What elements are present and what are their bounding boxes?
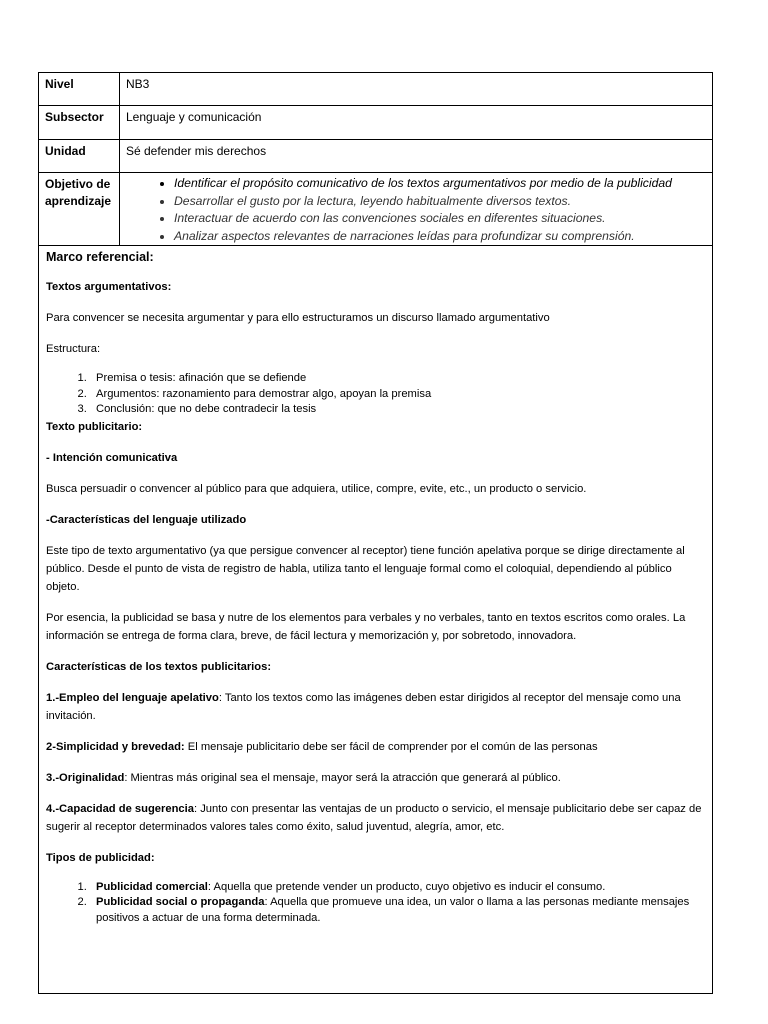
- objetivo-label-line2: aprendizaje: [45, 194, 112, 208]
- caracteristica-4: [46, 800, 705, 836]
- objetivo-label: [39, 173, 120, 246]
- objetivo-label-line1: Objetivo de: [45, 177, 111, 191]
- unidad-label: Unidad: [39, 140, 120, 173]
- caracteristica-2: [46, 738, 705, 756]
- esencia-paragraph: Por esencia, la publicidad se basa y nutre de los elementos para verbales y no verbales, tanto en textos escritos como orales. La información se entrega de forma clara, breve, de fácil lectura y memorización y, por sobretodo, innovadora.: [46, 611, 686, 642]
- objetivo-item: • Desarrollar el gusto por la lectura, leyendo habitualmente diversos textos.: [174, 193, 706, 211]
- tipo-1-text: : Aquella que pretende vender un producto, cuyo objetivo es inducir el consumo.: [207, 880, 606, 893]
- caracteristica-3-label: 3.-Originalidad: [46, 771, 125, 784]
- intencion-paragraph: Busca persuadir o convencer al público para que adquiera, utilice, compre, evite, etc., un producto o servicio.: [46, 482, 587, 495]
- tipo-1-label: Publicidad comercial: [96, 880, 208, 893]
- objetivos-list: [126, 175, 706, 245]
- tipo-2-label: Publicidad social o propaganda: [96, 896, 265, 908]
- nivel-value: NB3: [120, 73, 713, 106]
- caracteristicas-lenguaje-paragraph: Este tipo de texto argumentativo (ya que persigue convencer al receptor) tiene función apelativa porque se dirige directamente al público. Desde el punto de vista de registro de habla, utiliza tanto el lenguaje formal como el coloquial, dependiendo al público objeto.: [46, 544, 685, 593]
- objetivo-item: • Identificar el propósito comunicativo de los textos argumentativos por medio de la publicidad: [174, 175, 706, 193]
- tipo-item: [90, 880, 705, 896]
- caracteristica-3: [46, 769, 705, 787]
- objetivo-item: • Interactuar de acuerdo con las convenciones sociales en diferentes situaciones.: [174, 210, 706, 228]
- intencion-heading: - Intención comunicativa: [46, 451, 178, 464]
- marco-referencial-section: [39, 246, 712, 926]
- estructura-item: 2. Argumentos: razonamiento para demostrar algo, apoyan la premisa: [90, 387, 705, 403]
- objetivo-list-cell: [120, 173, 713, 246]
- estructura-label: Estructura:: [46, 343, 101, 355]
- tipos-publicidad-list: [46, 880, 705, 927]
- caracteristicas-lenguaje-heading: -Características del lenguaje utilizado: [46, 513, 247, 526]
- estructura-item: 3. Conclusión: que no debe contradecir la tesis: [90, 402, 705, 418]
- nivel-label: Nivel: [39, 73, 120, 106]
- document-sheet: [38, 72, 713, 994]
- caracteristica-1-text: : Tanto los textos como las imágenes deben estar dirigidos al receptor del mensaje como una invitación.: [46, 691, 681, 722]
- subsector-value: Lenguaje y comunicación: [120, 106, 713, 140]
- caracteristica-1-label: 1.-Empleo del lenguaje apelativo: [46, 691, 219, 704]
- tipo-2-text: : Aquella que promueve una idea, un valor o llama a las personas mediante mensajes positivos a actuar de una forma determinada.: [96, 896, 690, 924]
- caracteristicas-publicitarios-heading: Características de los textos publicitarios:: [46, 660, 272, 673]
- tipos-publicidad-heading: Tipos de publicidad:: [46, 851, 155, 864]
- caracteristica-3-text: : Mientras más original sea el mensaje, mayor será la atracción que generará al público.: [124, 771, 561, 784]
- marco-heading: Marco referencial:: [46, 250, 154, 264]
- textos-argumentativos-heading: Textos argumentativos:: [46, 281, 172, 293]
- caracteristica-2-label: 2-Simplicidad y brevedad:: [46, 740, 185, 753]
- row-unidad: [39, 140, 712, 173]
- subsector-label: Subsector: [39, 106, 120, 140]
- row-subsector: [39, 106, 712, 140]
- estructura-item: 1. Premisa o tesis: afinación que se defiende: [90, 371, 705, 387]
- objetivo-item: • Analizar aspectos relevantes de narraciones leídas para profundizar su comprensión.: [174, 228, 706, 246]
- row-objetivo: [39, 173, 712, 246]
- row-nivel: [39, 73, 712, 106]
- caracteristica-2-text: El mensaje publicitario debe ser fácil de comprender por el común de las personas: [184, 740, 598, 753]
- lesson-info-table: [39, 73, 712, 246]
- convencer-paragraph: Para convencer se necesita argumentar y para ello estructuramos un discurso llamado argumentativo: [46, 312, 550, 324]
- tipo-item: [90, 895, 705, 926]
- texto-publicitario-heading: Texto publicitario:: [46, 420, 143, 433]
- unidad-value: Sé defender mis derechos: [120, 140, 713, 173]
- caracteristica-4-label: 4.-Capacidad de sugerencia: [46, 802, 194, 815]
- caracteristica-4-text: : Junto con presentar las ventajas de un producto o servicio, el mensaje publicitario debe ser capaz de sugerir al receptor determinados valores tales como éxito, salud juventud, alegría, amor, etc.: [46, 802, 702, 833]
- caracteristica-1: [46, 689, 705, 725]
- estructura-list: [46, 371, 705, 418]
